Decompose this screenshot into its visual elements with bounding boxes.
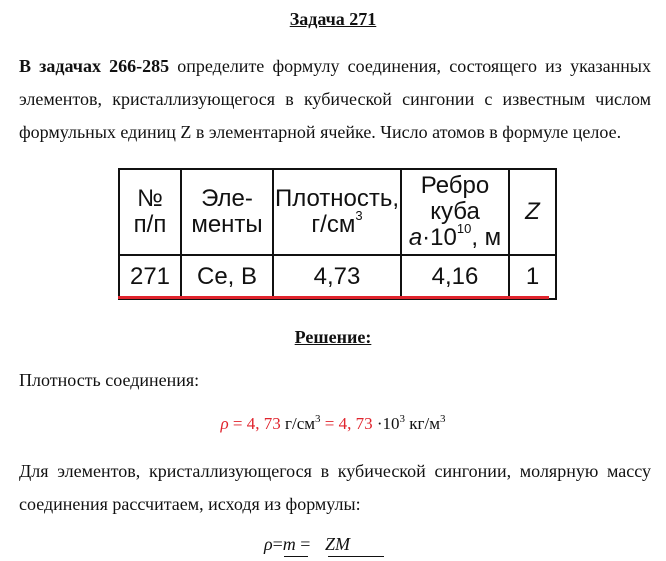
cell-density: 4,73 [273, 255, 401, 299]
header-num: № п/п [119, 169, 181, 255]
intro-text: определите формулу соединения, состоящего из указанных элементов, кристаллизующегося в кубической сингонии с известным числом формульных единиц Z в элементарной ячейке. Число атомов в формуле целое. [19, 56, 651, 142]
header-density: Плотность, $г/см^3$ [273, 169, 401, 255]
cell-elements: Ce, B [181, 255, 273, 299]
table-header-row [119, 169, 556, 255]
solution-title: Решение: [294, 327, 372, 347]
intro-bold: В задачах 266-285 [19, 56, 170, 76]
cell-edge: 4,16 [401, 255, 509, 299]
fraction-bar-2 [328, 556, 384, 557]
header-z: Z [509, 169, 556, 255]
red-underline [118, 296, 549, 299]
problem-title: Задача 271 [289, 9, 377, 29]
header-edge: Ребро куба $a\cdot 10^{10}$, м [401, 169, 509, 255]
cell-z: 1 [509, 255, 556, 299]
header-elements: Эле- менты [181, 169, 273, 255]
density-formula: ρ = 4, 73 $г/см^3 = 4$, $73 \cdot 10^3$ $кг/м^3$ [220, 413, 446, 433]
data-table [118, 168, 557, 300]
fraction-bar-1 [284, 556, 308, 557]
paragraph-density: Плотность соединения: [19, 370, 200, 390]
table-row [119, 255, 556, 299]
cell-num: 271 [119, 255, 181, 299]
molar-mass-formula: ρ=m = ZM [264, 534, 350, 554]
paragraph-molar-mass: Для элементов, кристаллизующегося в кубической сингонии, молярную массу соединения рассчитаем, исходя из формулы: [19, 461, 651, 514]
problem-statement [19, 50, 651, 149]
